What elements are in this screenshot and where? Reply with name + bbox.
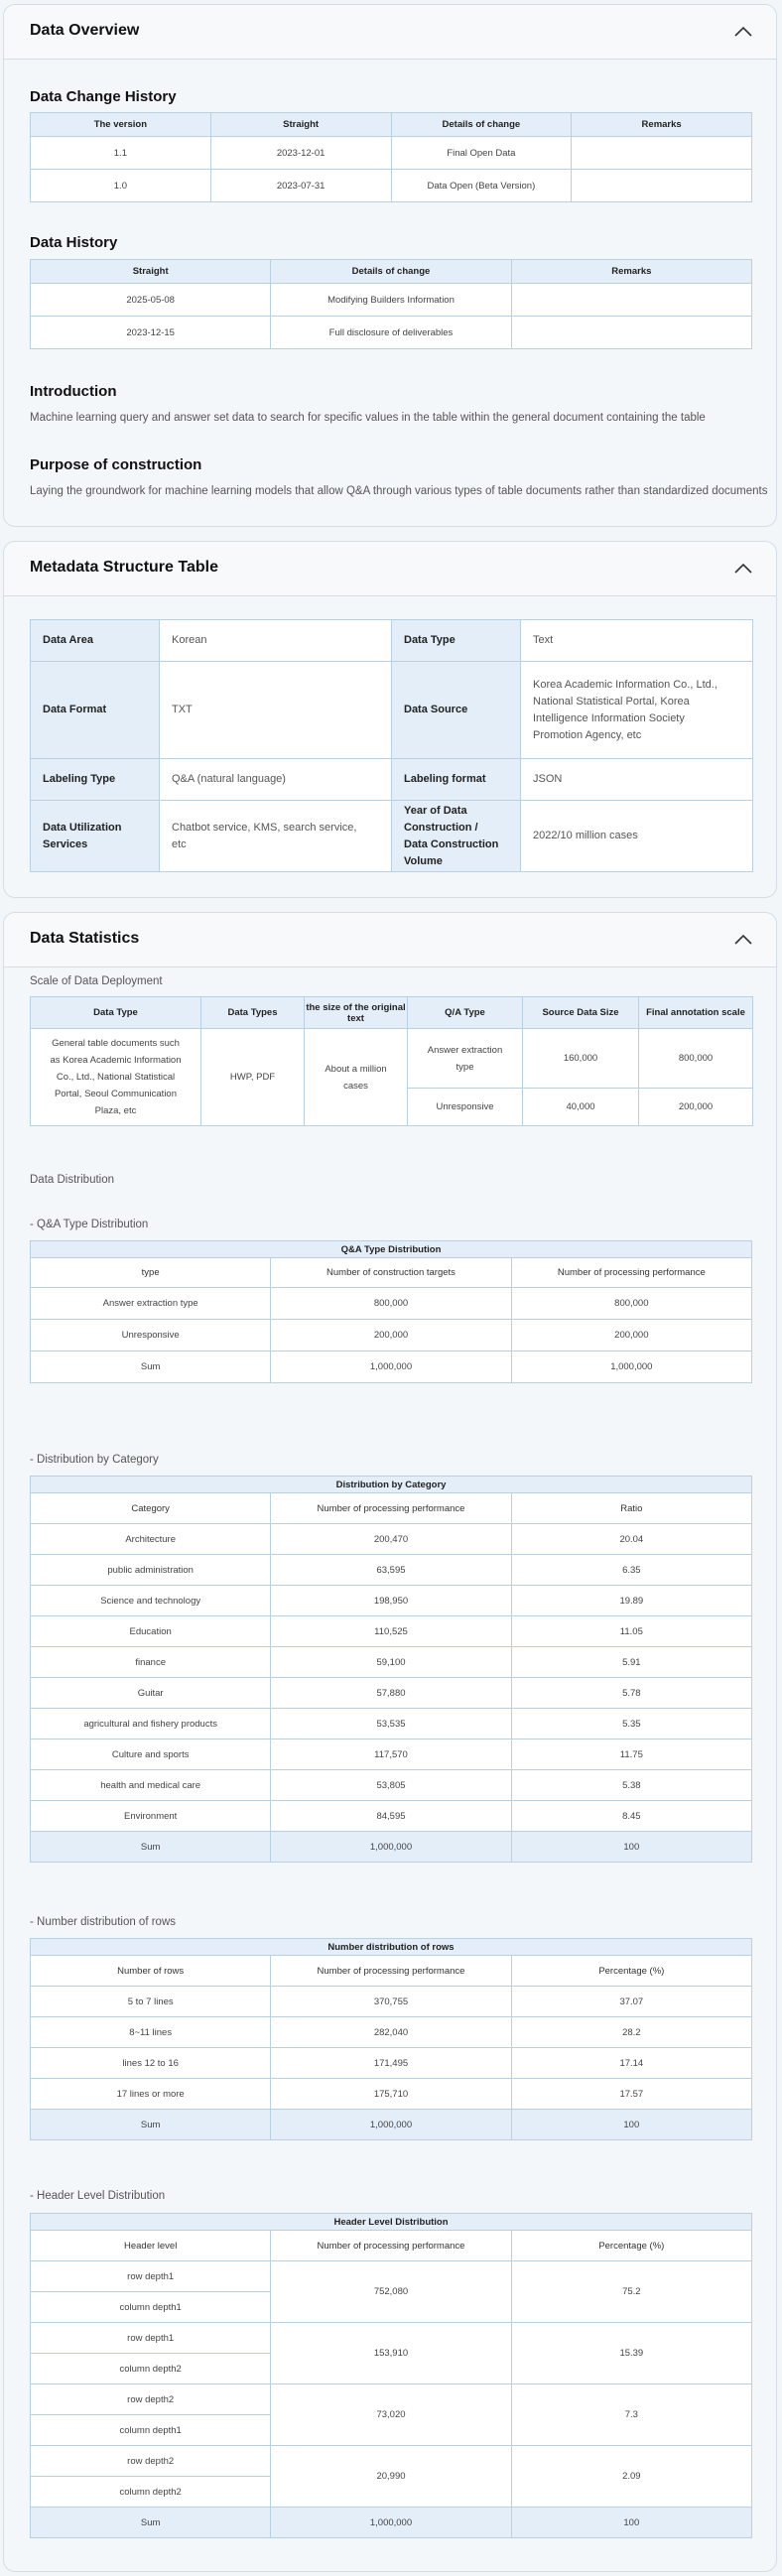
table-row [31,1320,752,1352]
table-row [31,1555,752,1586]
metadata-header[interactable] [4,542,776,596]
table-row [31,1524,752,1555]
table-cell: 84,595 [271,1801,511,1832]
table-cell: public administration [31,1555,271,1586]
category-dist-caption: Distribution by Category [31,1477,752,1493]
table-row [31,2384,752,2415]
chevron-up-icon[interactable] [732,929,754,951]
table-cell: 800,000 [511,1288,751,1320]
data-type-label: Data Type [392,620,521,662]
table-header: Number of rows [31,1956,271,1987]
data-source-label: Data Source [392,662,521,759]
table-row [31,1647,752,1678]
scale-type-line: Portal, Seoul Communication [54,1089,178,1099]
table-header: Number of processing performance [271,1956,511,1987]
table-header: Straight [210,113,391,137]
data-overview-header[interactable] [4,5,776,60]
table-cell: 200,000 [271,1320,511,1352]
chevron-up-icon[interactable] [732,558,754,580]
table-row [31,1288,752,1320]
table-cell: health and medical care [31,1770,271,1801]
table-cell: 53,535 [271,1709,511,1739]
table-cell: 57,880 [271,1678,511,1709]
scale-qa-type: Unresponsive [408,1089,523,1126]
table-cell: Architecture [31,1524,271,1555]
scale-size-line: cases [343,1080,368,1092]
table-header: type [31,1258,271,1288]
table-cell: 175,710 [271,2079,511,2110]
table-cell: 5.91 [511,1647,751,1678]
table-header: Percentage (%) [511,1956,751,1987]
table-row [31,1678,752,1709]
table-cell: 8.45 [511,1801,751,1832]
header-dist-table [30,2213,752,2538]
utilization-label [31,801,160,872]
qa-dist-caption: Q&A Type Distribution [31,1241,752,1258]
data-source-line: Korea Academic Information Co., Ltd., [533,678,717,691]
table-header: Details of change [391,113,572,137]
table-row [31,801,753,872]
scale-source-size: 160,000 [523,1029,639,1089]
table-header: Straight [31,260,271,284]
data-source-value [521,662,753,759]
header-dist-heading: - Header Level Distribution [30,2190,166,2202]
table-cell: 5.35 [511,1709,751,1739]
table-cell: 20.04 [511,1524,751,1555]
table-cell [511,284,751,317]
scale-original-size [305,1029,408,1126]
data-overview-panel [3,4,777,527]
table-cell: 5.38 [511,1770,751,1801]
chevron-up-icon[interactable] [732,21,754,43]
table-row [31,1029,753,1089]
table-cell: 2023-12-01 [210,137,391,170]
table-cell: 800,000 [271,1288,511,1320]
table-cell: 1,000,000 [511,1352,751,1383]
table-cell: Final Open Data [391,137,572,170]
purpose-heading: Purpose of construction [30,456,202,473]
table-cell: 200,000 [511,1320,751,1352]
table-cell: 19.89 [511,1586,751,1616]
table-cell: 153,910 [271,2323,511,2384]
rows-dist-heading: - Number distribution of rows [30,1916,176,1928]
table-row [31,2048,752,2079]
introduction-heading: Introduction [30,383,117,400]
table-cell: 1.0 [31,170,211,202]
table-header: Remarks [572,113,752,137]
table-header: Final annotation scale [639,997,753,1029]
table-cell: 110,525 [271,1616,511,1647]
table-row [31,662,753,759]
table-cell: 370,755 [271,1987,511,2017]
table-cell: Sum [31,2110,271,2140]
labeling-format-value: JSON [521,759,753,801]
table-cell [511,317,751,349]
table-header: Data Types [201,997,305,1029]
table-cell: 7.3 [511,2384,751,2446]
table-cell: 2023-12-15 [31,317,271,349]
data-format-value: TXT [160,662,392,759]
table-cell: row depth1 [31,2323,271,2354]
table-cell: 198,950 [271,1586,511,1616]
table-cell: lines 12 to 16 [31,2048,271,2079]
qa-dist-heading: - Q&A Type Distribution [30,1219,149,1230]
table-row [31,2261,752,2292]
labeling-format-label: Labeling format [392,759,521,801]
table-cell: 100 [511,2508,751,2538]
table-header: Remarks [511,260,751,284]
table-cell: 75.2 [511,2261,751,2323]
scale-data-type [31,1029,201,1126]
category-dist-table [30,1476,752,1863]
table-cell: Modifying Builders Information [271,284,511,317]
data-statistics-header[interactable] [4,913,776,967]
year-label-line: Construction / [404,821,478,834]
table-cell: 1,000,000 [271,2508,511,2538]
category-dist-heading: - Distribution by Category [30,1454,159,1466]
table-cell: column depth1 [31,2292,271,2323]
scale-heading: Scale of Data Deployment [30,975,163,987]
table-cell: 15.39 [511,2323,751,2384]
table-header: Number of construction targets [271,1258,511,1288]
table-cell: Sum [31,1352,271,1383]
table-cell: row depth2 [31,2446,271,2477]
year-label-line: Volume [404,854,443,867]
table-cell: Answer extraction type [31,1288,271,1320]
utilization-label-line: Services [43,837,88,850]
labeling-type-value: Q&A (natural language) [160,759,392,801]
table-header: Data Type [31,997,201,1029]
data-type-value: Text [521,620,753,662]
table-cell: 752,080 [271,2261,511,2323]
data-area-label: Data Area [31,620,160,662]
table-row [31,284,752,317]
data-overview-title: Data Overview [30,22,140,39]
scale-size-line: About a million [325,1063,387,1075]
change-history-table [30,112,752,202]
data-source-line: Intelligence Information Society [533,711,685,724]
scale-qa-line: Answer extraction [427,1044,503,1056]
table-header: Category [31,1493,271,1524]
table-cell: Education [31,1616,271,1647]
table-row [31,2323,752,2354]
table-row [31,1352,752,1383]
table-cell: 63,595 [271,1555,511,1586]
qa-dist-table [30,1240,752,1383]
table-cell: 59,100 [271,1647,511,1678]
table-header: Q/A Type [408,997,523,1029]
scale-qa-type [408,1029,523,1089]
table-cell: Science and technology [31,1586,271,1616]
change-history-heading: Data Change History [30,88,177,105]
metadata-title: Metadata Structure Table [30,559,218,576]
table-cell: 17 lines or more [31,2079,271,2110]
table-row [31,137,752,170]
table-header: Ratio [511,1493,751,1524]
table-cell: 200,470 [271,1524,511,1555]
table-row [31,1586,752,1616]
table-cell: 8~11 lines [31,2017,271,2048]
table-cell [572,170,752,202]
scale-type-line: as Korea Academic Information [50,1055,182,1066]
data-area-value: Korean [160,620,392,662]
table-cell: 1,000,000 [271,2110,511,2140]
table-cell: Sum [31,1832,271,1863]
table-cell: 2023-07-31 [210,170,391,202]
scale-final: 200,000 [639,1089,753,1126]
year-label-line: Data Construction [404,837,499,850]
table-header: the size of the original text [305,997,408,1029]
table-cell: Full disclosure of deliverables [271,317,511,349]
table-cell: 11.05 [511,1616,751,1647]
table-cell [572,137,752,170]
table-cell: Data Open (Beta Version) [391,170,572,202]
table-row [31,2079,752,2110]
data-statistics-panel [3,912,777,2572]
utilization-label-line: Data Utilization [43,821,122,834]
table-cell: 20,990 [271,2446,511,2508]
distribution-heading: Data Distribution [30,1174,115,1186]
table-cell: 17.57 [511,2079,751,2110]
table-row [31,170,752,202]
sum-row [31,1832,752,1863]
table-header: Number of processing performance [511,1258,751,1288]
table-cell: Culture and sports [31,1739,271,1770]
table-cell: column depth1 [31,2415,271,2446]
table-row [31,2017,752,2048]
table-cell: 100 [511,2110,751,2140]
scale-table [30,996,753,1126]
table-header: Details of change [271,260,511,284]
table-row [31,317,752,349]
table-cell: 117,570 [271,1739,511,1770]
table-cell: Sum [31,2508,271,2538]
data-source-line: National Statistical Portal, Korea [533,695,690,708]
table-cell: row depth1 [31,2261,271,2292]
table-cell: agricultural and fishery products [31,1709,271,1739]
scale-qa-line: type [456,1061,474,1073]
table-row [31,1739,752,1770]
utilization-line: etc [172,837,187,850]
table-cell: 171,495 [271,2048,511,2079]
table-cell: 5 to 7 lines [31,1987,271,2017]
table-cell: Unresponsive [31,1320,271,1352]
rows-dist-table [30,1938,752,2140]
year-value: 2022/10 million cases [521,801,753,872]
sum-row [31,2110,752,2140]
sum-row [31,2508,752,2538]
scale-source-size: 40,000 [523,1089,639,1126]
table-cell: 17.14 [511,2048,751,2079]
year-label [392,801,521,872]
table-cell: 100 [511,1832,751,1863]
table-row [31,2446,752,2477]
table-cell: 2.09 [511,2446,751,2508]
table-header: Number of processing performance [271,2231,511,2261]
table-header: The version [31,113,211,137]
labeling-type-label: Labeling Type [31,759,160,801]
table-cell: 11.75 [511,1739,751,1770]
data-source-line: Promotion Agency, etc [533,728,642,741]
purpose-text: Laying the groundwork for machine learning models that allow Q&A through various types of table documents rather than standardized documents [30,485,768,497]
table-header: Header level [31,2231,271,2261]
rows-dist-caption: Number distribution of rows [31,1939,752,1956]
scale-type-line: General table documents such [52,1038,180,1049]
table-row [31,1616,752,1647]
table-cell: 282,040 [271,2017,511,2048]
utilization-line: Chatbot service, KMS, search service, [172,821,357,834]
table-row [31,1987,752,2017]
data-format-label: Data Format [31,662,160,759]
table-row [31,1709,752,1739]
table-cell: 28.2 [511,2017,751,2048]
introduction-text: Machine learning query and answer set data to search for specific values in the table within the general document containing the table [30,412,706,424]
table-header: Source Data Size [523,997,639,1029]
table-cell: 53,805 [271,1770,511,1801]
data-history-table [30,259,752,349]
year-label-line: Year of Data [404,804,467,817]
scale-type-line: Co., Ltd., National Statistical [56,1072,176,1083]
table-cell: 37.07 [511,1987,751,2017]
table-cell: 1,000,000 [271,1832,511,1863]
table-row [31,1801,752,1832]
data-history-heading: Data History [30,234,118,251]
table-row [31,759,753,801]
table-row [31,1770,752,1801]
table-cell: 73,020 [271,2384,511,2446]
scale-data-types: HWP, PDF [201,1029,305,1126]
table-cell: 2025-05-08 [31,284,271,317]
data-statistics-title: Data Statistics [30,930,140,947]
table-cell: 1.1 [31,137,211,170]
table-cell: 5.78 [511,1678,751,1709]
metadata-table [30,619,753,872]
metadata-panel [3,541,777,898]
scale-type-line: Plaza, etc [94,1105,137,1116]
table-cell: 6.35 [511,1555,751,1586]
table-cell: Environment [31,1801,271,1832]
table-cell: finance [31,1647,271,1678]
table-header: Number of processing performance [271,1493,511,1524]
utilization-value [160,801,392,872]
table-cell: row depth2 [31,2384,271,2415]
table-cell: 1,000,000 [271,1352,511,1383]
table-header: Percentage (%) [511,2231,751,2261]
table-cell: column depth2 [31,2354,271,2384]
scale-final: 800,000 [639,1029,753,1089]
table-cell: Guitar [31,1678,271,1709]
header-dist-caption: Header Level Distribution [31,2214,752,2231]
table-row [31,620,753,662]
table-cell: column depth2 [31,2477,271,2508]
